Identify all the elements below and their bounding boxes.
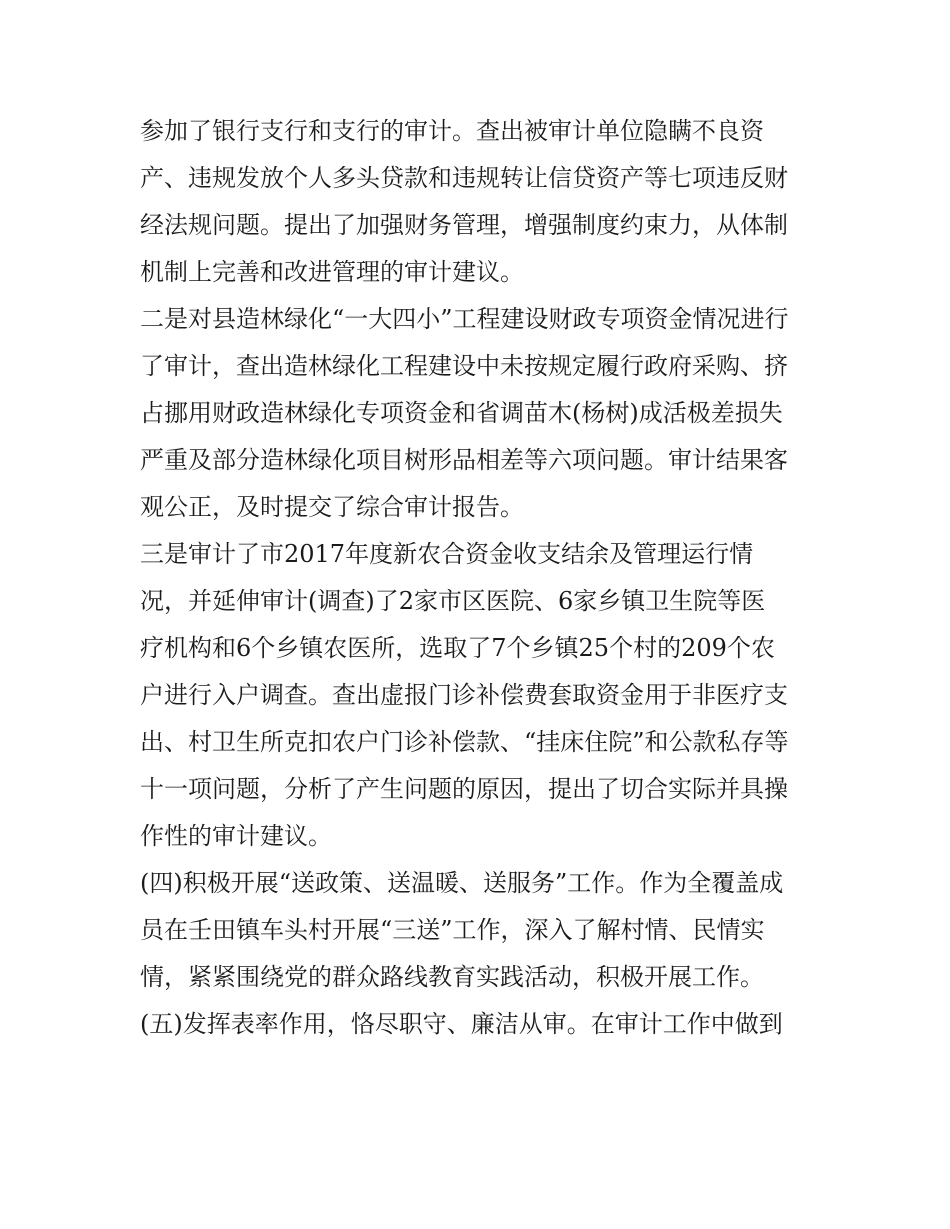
text-line: 作性的审计建议。 xyxy=(140,822,332,850)
text-line: 十一项问题，分析了产生问题的原因，提出了切合实际并具操 xyxy=(140,775,788,803)
text-line: 参加了银行支行和支行的审计。查出被审计单位隐瞒不良资 xyxy=(140,117,764,145)
text-line: 经法规问题。提出了加强财务管理，增强制度约束力，从体制 xyxy=(140,211,788,239)
text-line: 疗机构和6个乡镇农医所，选取了7个乡镇25个村的209个农 xyxy=(140,634,775,662)
text-line: 户进行入户调查。查出虚报门诊补偿费套取资金用于非医疗支 xyxy=(140,681,788,709)
text-line: 二是对县造林绿化“一大四小”工程建设财政专项资金情况进行 xyxy=(140,305,789,333)
text-line: 出、村卫生所克扣农户门诊补偿款、“挂床住院”和公款私存等 xyxy=(140,728,789,756)
document-body xyxy=(140,108,820,1048)
text-line: 了审计，查出造林绿化工程建设中未按规定履行政府采购、挤 xyxy=(140,352,788,380)
text-line: 机制上完善和改进管理的审计建议。 xyxy=(140,258,524,286)
text-line: 三是审计了市2017年度新农合资金收支结余及管理运行情 xyxy=(140,540,754,568)
text-line: 观公正，及时提交了综合审计报告。 xyxy=(140,493,524,521)
text-line: 占挪用财政造林绿化专项资金和省调苗木(杨树)成活极差损失 xyxy=(140,399,783,427)
text-line: 情，紧紧围绕党的群众路线教育实践活动，积极开展工作。 xyxy=(140,963,764,991)
text-line: 严重及部分造林绿化项目树形品相差等六项问题。审计结果客 xyxy=(140,446,788,474)
text-line: 况，并延伸审计(调查)了2家市区医院、6家乡镇卫生院等医 xyxy=(140,587,766,615)
text-line: 员在壬田镇车头村开展“三送”工作，深入了解村情、民情实 xyxy=(140,916,765,944)
text-line: (四)积极开展“送政策、送温暖、送服务”工作。作为全覆盖成 xyxy=(140,869,784,897)
text-line: (五)发挥表率作用，恪尽职守、廉洁从审。在审计工作中做到 xyxy=(140,1010,783,1038)
text-line: 产、违规发放个人多头贷款和违规转让信贷资产等七项违反财 xyxy=(140,164,788,192)
